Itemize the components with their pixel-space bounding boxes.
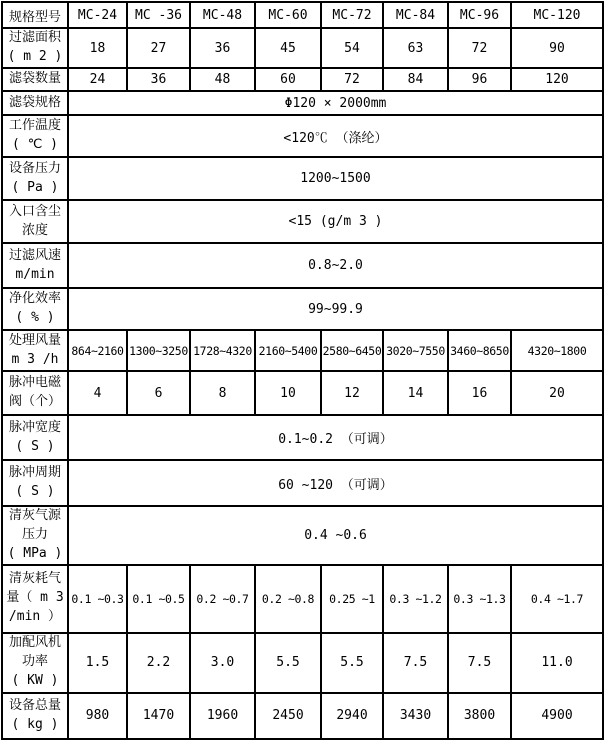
row-label-line: 入口含尘 — [8, 203, 61, 219]
row-label — [2, 693, 68, 739]
value-cell: 96 — [448, 68, 511, 91]
table-row — [2, 633, 603, 693]
value-cell: 1470 — [127, 693, 190, 739]
row-label-line: 压力 — [21, 526, 48, 542]
row-label — [2, 243, 68, 288]
value-cell: 12 — [321, 371, 383, 415]
row-label-line: ( MPa ) — [7, 545, 63, 561]
row-label-line: 设备压力 — [8, 160, 61, 176]
row-label-line: ( S ) — [15, 438, 55, 454]
value-cell: 1728~4320 — [190, 330, 255, 371]
value-cell: 20 — [511, 371, 603, 415]
model-header: MC-24 — [68, 2, 127, 28]
table-row — [2, 157, 603, 200]
row-label-line: 清灰耗气 — [8, 571, 61, 587]
row-label — [2, 371, 68, 415]
model-header: MC -36 — [127, 2, 190, 28]
header-row — [2, 2, 603, 28]
value-cell: 0.1 ~0.5 — [127, 565, 190, 633]
value-cell: 84 — [383, 68, 448, 91]
value-cell: 0.2 ~0.8 — [255, 565, 321, 633]
value-cell: 7.5 — [448, 633, 511, 693]
model-header: MC-72 — [321, 2, 383, 28]
row-label-line: ( Pa ) — [11, 179, 59, 195]
value-cell: 2160~5400 — [255, 330, 321, 371]
value-cell: 27 — [127, 28, 190, 68]
table-row — [2, 693, 603, 739]
row-label — [2, 460, 68, 506]
value-cell: 36 — [190, 28, 255, 68]
row-label-line: 脉冲宽度 — [8, 419, 61, 435]
row-label — [2, 415, 68, 460]
value-cell: 1.5 — [68, 633, 127, 693]
value-cell: 3800 — [448, 693, 511, 739]
row-label-line: ( KW ) — [11, 672, 59, 688]
row-label-line: 滤袋数量 — [8, 71, 61, 87]
row-label-line: 过滤面积 — [8, 30, 61, 46]
row-label-line: 工作温度 — [8, 118, 61, 134]
table-row — [2, 115, 603, 157]
table-row — [2, 371, 603, 415]
row-label-line: m 3 /h — [11, 351, 59, 367]
row-label-line: 净化效率 — [8, 291, 61, 307]
row-label-line: 功率 — [21, 654, 48, 670]
value-cell: 2450 — [255, 693, 321, 739]
value-cell: 4900 — [511, 693, 603, 739]
value-cell: 16 — [448, 371, 511, 415]
value-cell: 3430 — [383, 693, 448, 739]
table-row — [2, 200, 603, 243]
span-value-cell: 0.4 ~0.6 — [68, 506, 603, 565]
span-value-cell: 0.1~0.2 （可调） — [68, 415, 603, 460]
span-value-cell: 0.8~2.0 — [68, 243, 603, 288]
row-label-line: ( S ) — [15, 484, 55, 499]
row-label — [2, 200, 68, 243]
value-cell: 45 — [255, 28, 321, 68]
value-cell: 2940 — [321, 693, 383, 739]
value-cell: 0.1 ~0.3 — [68, 565, 127, 633]
value-cell: 0.2 ~0.7 — [190, 565, 255, 633]
value-cell: 0.3 ~1.2 — [383, 565, 448, 633]
span-value-cell: Φ120 × 2000mm — [68, 91, 603, 115]
value-cell: 54 — [321, 28, 383, 68]
row-label-line: 脉冲电磁 — [8, 375, 61, 391]
model-header: MC-120 — [511, 2, 603, 28]
value-cell: 24 — [68, 68, 127, 91]
row-label-line: 量（ m 3 — [6, 590, 64, 606]
table-row — [2, 288, 603, 330]
value-cell: 72 — [448, 28, 511, 68]
row-label — [2, 506, 68, 565]
row-label — [2, 115, 68, 157]
span-value-cell: 99~99.9 — [68, 288, 603, 330]
row-label — [2, 288, 68, 330]
value-cell: 90 — [511, 28, 603, 68]
table-row — [2, 91, 603, 115]
row-label-line: ( ℃ ) — [12, 137, 58, 152]
row-label-line: 加配风机 — [8, 635, 61, 651]
row-label-line: ( m 2 ) — [7, 49, 63, 64]
value-cell: 36 — [127, 68, 190, 91]
value-cell: 63 — [383, 28, 448, 68]
value-cell: 0.3 ~1.3 — [448, 565, 511, 633]
header-label: 规格型号 — [2, 2, 68, 28]
value-cell: 2580~6450 — [321, 330, 383, 371]
row-label-line: m/min — [15, 266, 55, 282]
span-value-cell: <120℃ （涤纶） — [68, 115, 603, 157]
value-cell: 18 — [68, 28, 127, 68]
value-cell: 3.0 — [190, 633, 255, 693]
value-cell: 0.4 ~1.7 — [511, 565, 603, 633]
row-label-line: 清灰气源 — [8, 508, 61, 523]
row-label — [2, 565, 68, 633]
value-cell: 14 — [383, 371, 448, 415]
table-row — [2, 68, 603, 91]
value-cell: 3020~7550 — [383, 330, 448, 371]
model-header: MC-60 — [255, 2, 321, 28]
table-row — [2, 460, 603, 506]
row-label — [2, 91, 68, 115]
table-row — [2, 243, 603, 288]
value-cell: 864~2160 — [68, 330, 127, 371]
value-cell: 4 — [68, 371, 127, 415]
value-cell: 120 — [511, 68, 603, 91]
row-label — [2, 330, 68, 371]
value-cell: 5.5 — [321, 633, 383, 693]
row-label — [2, 28, 68, 68]
span-value-cell: 1200~1500 — [68, 157, 603, 200]
model-header: MC-84 — [383, 2, 448, 28]
value-cell: 1960 — [190, 693, 255, 739]
table-row — [2, 330, 603, 371]
table-row — [2, 565, 603, 633]
row-label-line: ( % ) — [15, 310, 55, 325]
span-value-cell: <15 (g/m 3 ) — [68, 200, 603, 243]
row-label-line: 脉冲周期 — [8, 465, 61, 481]
spec-table — [1, 1, 604, 740]
value-cell: 60 — [255, 68, 321, 91]
value-cell: 48 — [190, 68, 255, 91]
row-label-line: 阀（个） — [8, 394, 61, 409]
table-row — [2, 415, 603, 460]
row-label-line: /min ） — [8, 608, 62, 624]
value-cell: 6 — [127, 371, 190, 415]
row-label — [2, 633, 68, 693]
row-label — [2, 68, 68, 91]
value-cell: 2.2 — [127, 633, 190, 693]
row-label-line: 滤袋规格 — [8, 94, 61, 110]
model-header: MC-48 — [190, 2, 255, 28]
row-label-line: 处理风量 — [8, 332, 61, 348]
row-label-line: 过滤风速 — [8, 247, 61, 263]
value-cell: 5.5 — [255, 633, 321, 693]
value-cell: 980 — [68, 693, 127, 739]
row-label-line: 设备总量 — [8, 697, 61, 713]
value-cell: 72 — [321, 68, 383, 91]
row-label-line: ( kg ) — [11, 716, 59, 732]
row-label — [2, 157, 68, 200]
row-label-line: 浓度 — [21, 222, 48, 238]
table-row — [2, 28, 603, 68]
value-cell: 11.0 — [511, 633, 603, 693]
model-header: MC-96 — [448, 2, 511, 28]
value-cell: 10 — [255, 371, 321, 415]
table-row — [2, 506, 603, 565]
value-cell: 7.5 — [383, 633, 448, 693]
value-cell: 8 — [190, 371, 255, 415]
value-cell: 3460~8650 — [448, 330, 511, 371]
value-cell: 4320~1800 — [511, 330, 603, 371]
value-cell: 0.25 ~1 — [321, 565, 383, 633]
value-cell: 1300~3250 — [127, 330, 190, 371]
span-value-cell: 60 ~120 （可调） — [68, 460, 603, 506]
